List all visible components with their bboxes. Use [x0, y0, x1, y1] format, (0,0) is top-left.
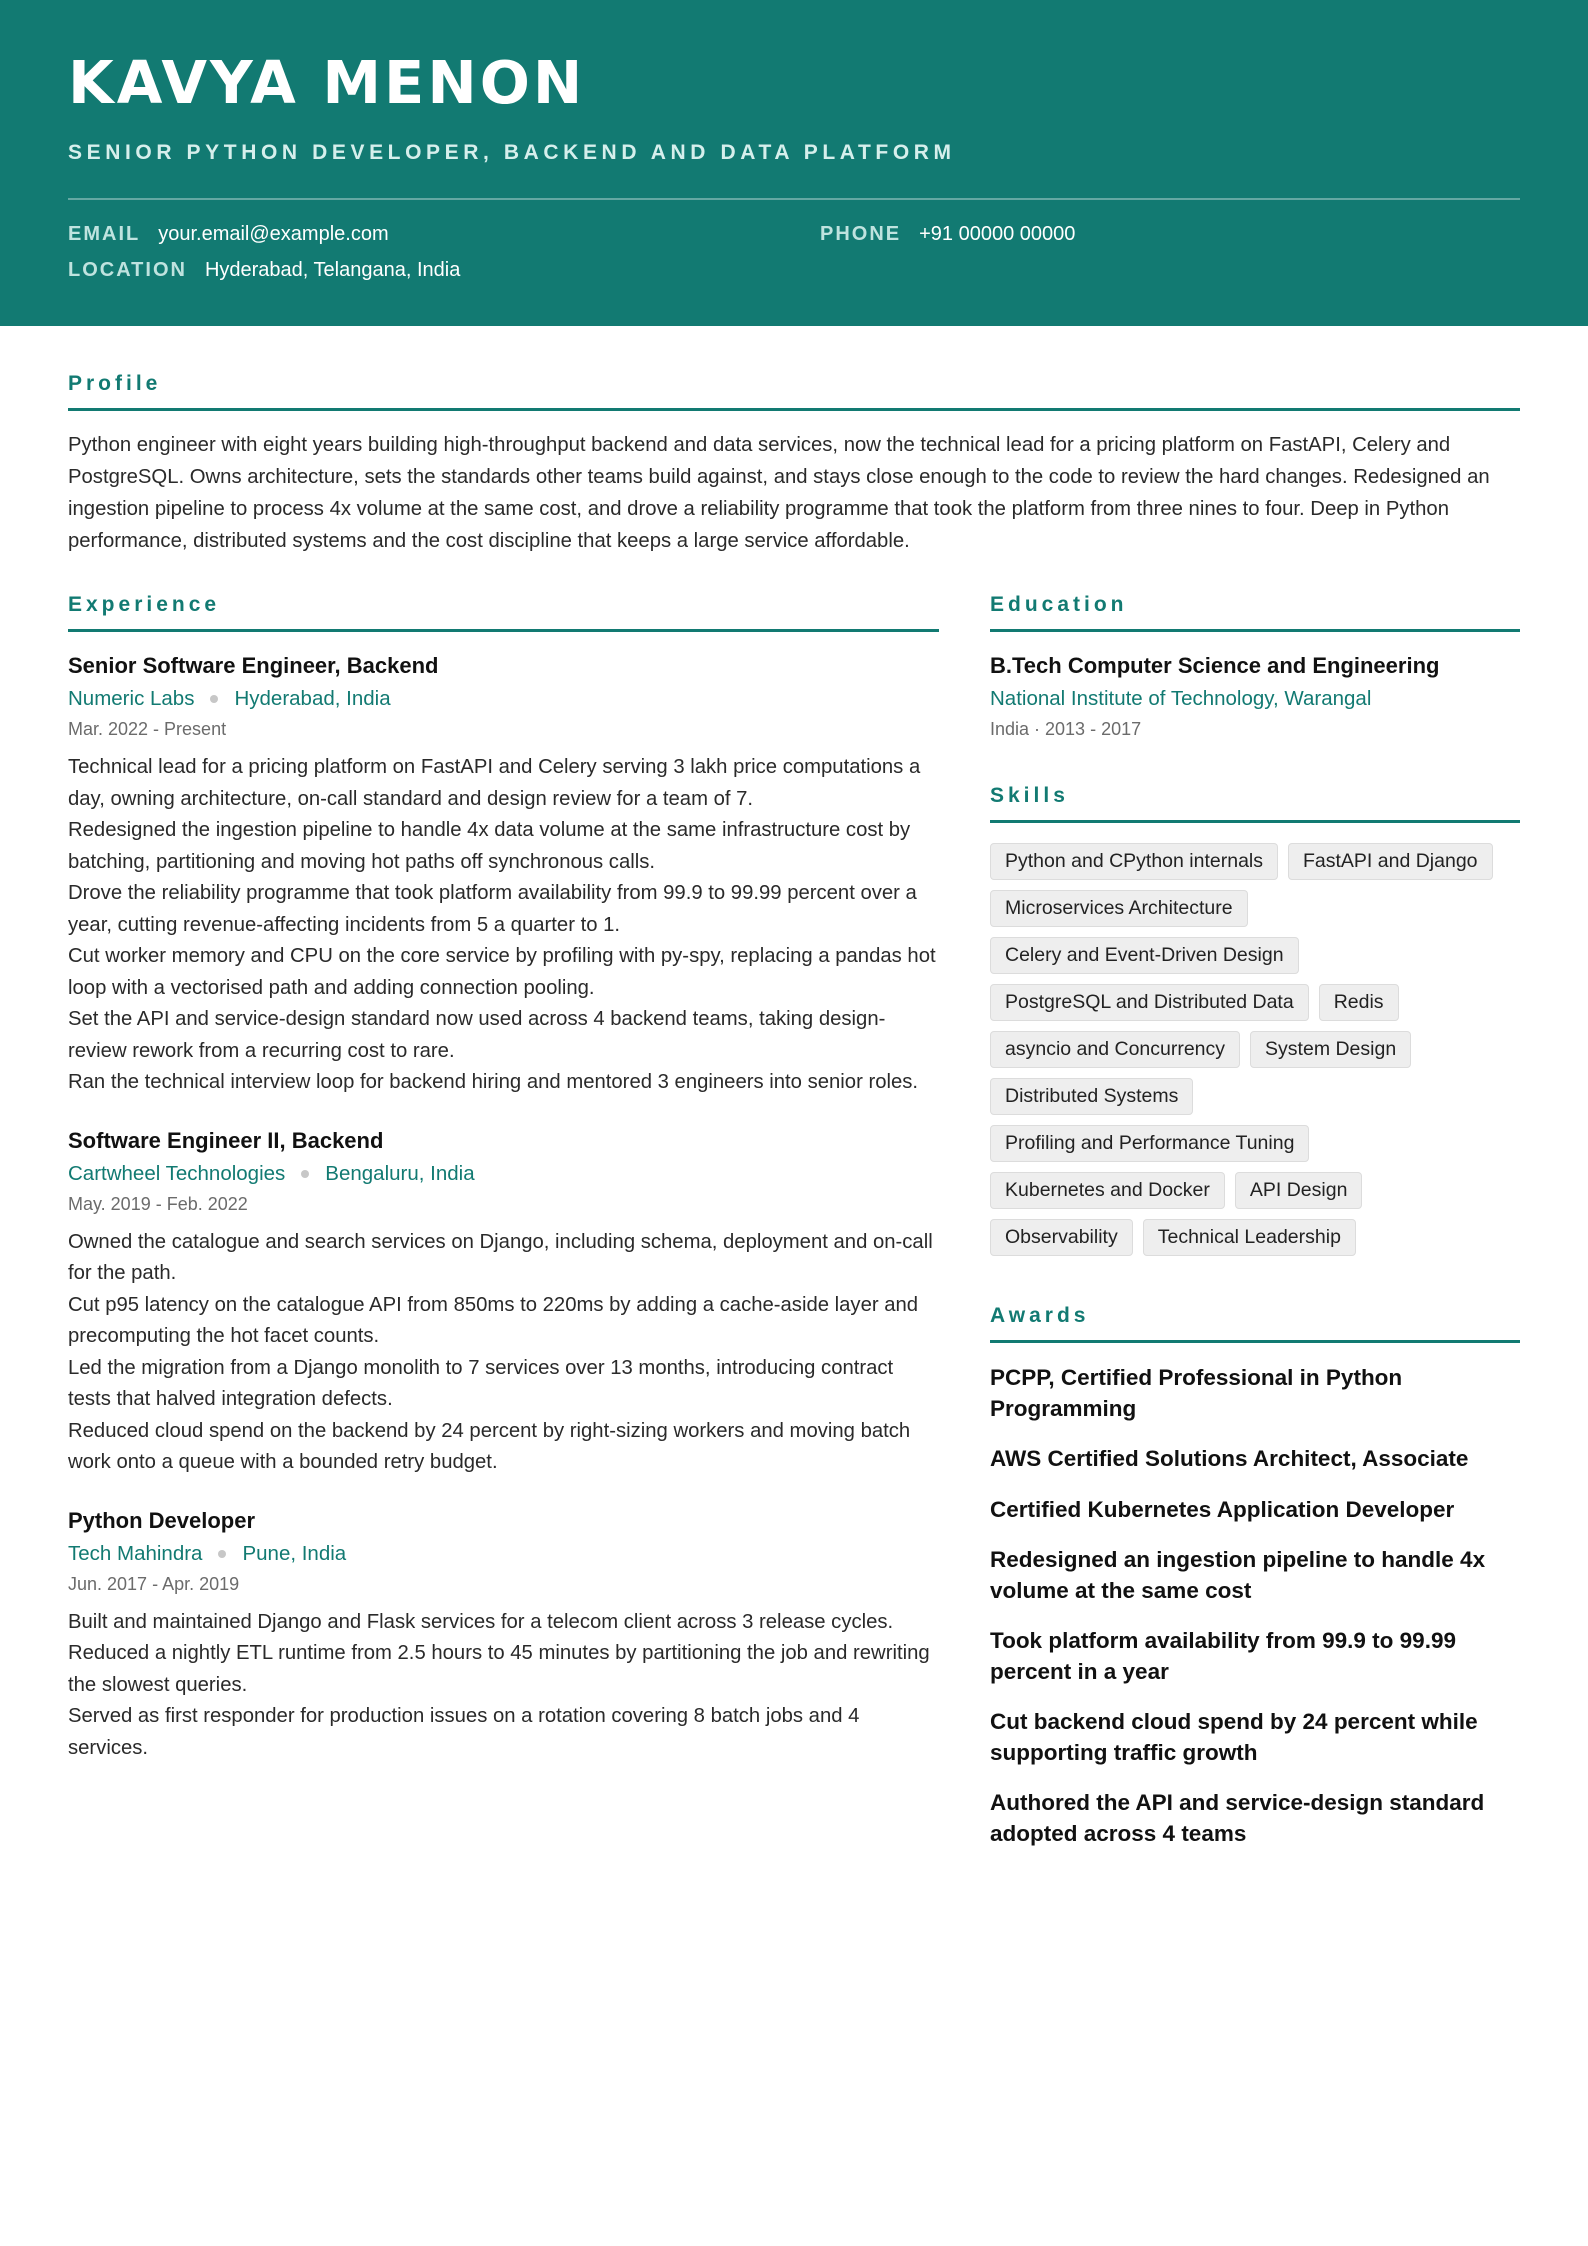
- school: National Institute of Technology, Warangal: [990, 687, 1372, 710]
- skill-chip: Celery and Event-Driven Design: [990, 937, 1299, 974]
- separator-dot-icon: [301, 1170, 309, 1178]
- job-bullets: [68, 1607, 939, 1765]
- job-company: Tech Mahindra: [68, 1541, 203, 1565]
- education-section: [990, 591, 1520, 742]
- skills-heading: Skills: [990, 782, 1520, 823]
- job-bullet: Reduced a nightly ETL runtime from 2.5 hours to 45 minutes by partitioning the job and rewriting the slowest queries.: [68, 1642, 930, 1696]
- contact-phone: [820, 223, 1075, 246]
- award-item: Took platform availability from 99.9 to 99.99 percent in a year: [990, 1628, 1456, 1684]
- award-item: AWS Certified Solutions Architect, Associate: [990, 1446, 1469, 1471]
- skill-chip: Kubernetes and Docker: [990, 1172, 1225, 1209]
- experience-section: [68, 591, 939, 1764]
- job-bullet: Built and maintained Django and Flask services for a telecom client across 3 release cycles.: [68, 1610, 894, 1633]
- skill-chip: API Design: [1235, 1172, 1363, 1209]
- skill-chip: FastAPI and Django: [1288, 843, 1493, 880]
- resume-header: [0, 0, 1588, 326]
- experience-heading: Experience: [68, 591, 939, 632]
- degree: B.Tech Computer Science and Engineering: [990, 653, 1440, 678]
- awards-heading: Awards: [990, 1302, 1520, 1343]
- location-label: LOCATION: [68, 259, 187, 281]
- job-location: Hyderabad, India: [234, 687, 391, 710]
- two-column-layout: [68, 591, 1520, 1849]
- skills-section: [990, 782, 1520, 1256]
- job-meta: [68, 682, 939, 716]
- job-entry: [68, 1125, 939, 1479]
- skill-chip: PostgreSQL and Distributed Data: [990, 984, 1309, 1021]
- job-location: Bengaluru, India: [325, 1161, 475, 1185]
- email-label: EMAIL: [68, 223, 141, 245]
- job-company: Numeric Labs: [68, 687, 195, 710]
- profile-section: [68, 370, 1520, 557]
- job-bullet: Cut p95 latency on the catalogue API from 850ms to 220ms by adding a cache-aside layer and precomputing the hot facet counts.: [68, 1293, 919, 1347]
- separator-dot-icon: [210, 695, 218, 703]
- skill-chip: Microservices Architecture: [990, 890, 1248, 927]
- skill-chip: Python and CPython internals: [990, 843, 1278, 880]
- education-entry: [990, 650, 1520, 742]
- awards-section: [990, 1302, 1520, 1849]
- job-bullet: Served as first responder for production issues on a rotation covering 8 batch jobs and 4 services.: [68, 1705, 860, 1759]
- profile-summary: Python engineer with eight years building high-throughput backend and data services, now the technical lead for a pricing platform on FastAPI, Celery and PostgreSQL. Owns architecture, sets the standards other teams build against, and stays close enough to the code to review the hard changes. Redesigned an ingestion pipeline to process 4x volume at the same cost, and drove a reliability programme that took the platform from three nines to four. Deep in Python performance, distributed systems and the cost discipline that keeps a large service affordable.: [68, 434, 1490, 552]
- award-item: Authored the API and service-design standard adopted across 4 teams: [990, 1790, 1485, 1846]
- job-title: Senior Software Engineer, Backend: [68, 653, 439, 678]
- contact-location: [68, 259, 460, 282]
- education-heading: Education: [990, 591, 1520, 632]
- award-item: Redesigned an ingestion pipeline to handle 4x volume at the same cost: [990, 1547, 1486, 1603]
- job-bullets: [68, 752, 939, 1099]
- job-bullet: Redesigned the ingestion pipeline to handle 4x data volume at the same infrastructure cost by batching, partitioning and moving hot paths off synchronous calls.: [68, 819, 911, 873]
- job-bullet: Owned the catalogue and search services on Django, including schema, deployment and on-call for the path.: [68, 1230, 933, 1284]
- job-meta: [68, 1157, 939, 1191]
- skill-chip: System Design: [1250, 1031, 1411, 1068]
- contact-block: [68, 223, 1520, 303]
- skill-chips: [990, 833, 1520, 1256]
- email-value[interactable]: your.email@example.com: [158, 223, 389, 245]
- job-bullet: Drove the reliability programme that took platform availability from 99.9 to 99.99 percent over a year, cutting revenue-affecting incidents from 5 a quarter to 1.: [68, 882, 917, 936]
- phone-value[interactable]: +91 00000 00000: [919, 223, 1076, 245]
- resume-body: [0, 370, 1588, 1849]
- award-item: Cut backend cloud spend by 24 percent while supporting traffic growth: [990, 1709, 1478, 1765]
- skill-chip: Technical Leadership: [1143, 1219, 1356, 1256]
- separator-dot-icon: [218, 1550, 226, 1558]
- award-item: Certified Kubernetes Application Developer: [990, 1496, 1455, 1522]
- job-bullets: [68, 1227, 939, 1479]
- header-divider: [68, 198, 1520, 200]
- location-value: Hyderabad, Telangana, India: [204, 259, 461, 281]
- job-title: Python Developer: [68, 1507, 256, 1533]
- job-company: Cartwheel Technologies: [68, 1161, 286, 1185]
- candidate-headline: SENIOR PYTHON DEVELOPER, BACKEND AND DATA PLATFORM: [68, 141, 956, 164]
- award-item: PCPP, Certified Professional in Python Programming: [990, 1365, 1403, 1421]
- job-bullet: Set the API and service-design standard now used across 4 backend teams, taking design-review rework from a recurring cost to rare.: [68, 1008, 886, 1062]
- job-dates: Jun. 2017 - Apr. 2019: [68, 1573, 240, 1594]
- job-title: Software Engineer II, Backend: [68, 1127, 384, 1153]
- skill-chip: Observability: [990, 1219, 1133, 1256]
- contact-email: [68, 223, 389, 246]
- skill-chip: Profiling and Performance Tuning: [990, 1125, 1309, 1162]
- profile-heading: Profile: [68, 370, 1520, 411]
- job-bullet: Cut worker memory and CPU on the core service by profiling with py-spy, replacing a pandas hot loop with a vectorised path and adding connection pooling.: [68, 945, 936, 999]
- job-bullet: Reduced cloud spend on the backend by 24 percent by right-sizing workers and moving batch work onto a queue with a bounded retry budget.: [68, 1419, 911, 1473]
- job-entry: [68, 1505, 939, 1765]
- skill-chip: asyncio and Concurrency: [990, 1031, 1240, 1068]
- job-bullet: Technical lead for a pricing platform on FastAPI and Celery serving 3 lakh price computations a day, owning architecture, on-call standard and design review for a team of 7.: [68, 756, 921, 810]
- education-meta: India · 2013 - 2017: [990, 719, 1142, 739]
- job-location: Pune, India: [242, 1541, 347, 1565]
- left-column: [68, 591, 939, 1849]
- skill-chip: Distributed Systems: [990, 1078, 1193, 1115]
- skill-chip: Redis: [1319, 984, 1399, 1021]
- job-meta: [68, 1537, 939, 1571]
- job-dates: Mar. 2022 - Present: [68, 719, 227, 739]
- job-bullet: Led the migration from a Django monolith to 7 services over 13 months, introducing contract tests that halved integration defects.: [68, 1356, 894, 1410]
- job-dates: May. 2019 - Feb. 2022: [68, 1193, 248, 1214]
- right-column: [990, 591, 1520, 1849]
- phone-label: PHONE: [820, 223, 902, 245]
- job-bullet: Ran the technical interview loop for backend hiring and mentored 3 engineers into senior roles.: [68, 1071, 919, 1093]
- candidate-name: KAVYA MENON: [68, 48, 586, 117]
- job-entry: [68, 650, 939, 1099]
